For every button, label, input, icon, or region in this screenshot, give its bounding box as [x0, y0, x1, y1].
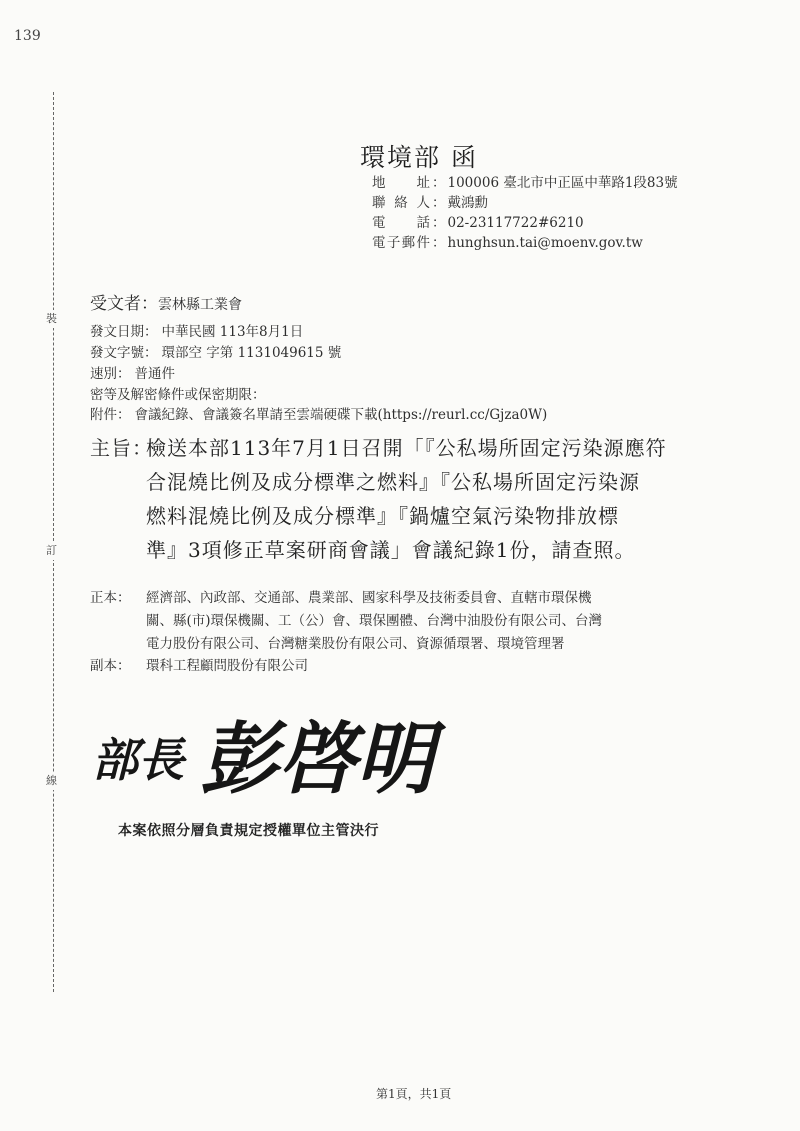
contact-phone-label: 電 話 [372, 215, 430, 231]
urgency-value: 普通件 [134, 366, 175, 382]
recipient-label: 受文者： [90, 294, 158, 314]
page-footer: 第1頁，共1頁 [376, 1087, 452, 1101]
binding-mark-xian: 線 [46, 772, 57, 790]
subject-line: 檢送本部113年7月1日召開「『公私場所固定污染源應符 [146, 436, 667, 460]
attachment-label: 附件： [90, 407, 131, 423]
classification-label: 密等及解密條件或保密期限： [90, 387, 266, 403]
contact-phone-value: 02-23117722#6210 [447, 215, 584, 231]
signature-name: 彭啓明 [200, 714, 435, 805]
contact-address: 地 址 ： 100006 臺北市中正區中華路1段83號 [372, 171, 678, 191]
subject-line: 合混燒比例及成分標準之燃料』『公私場所固定污染源 [146, 470, 640, 494]
primary-recipients-label: 正本： [90, 590, 131, 606]
primary-recipients-line: 經濟部、內政部、交通部、農業部、國家科學及技術委員會、直轄市環保機 [146, 590, 592, 606]
recipient-value: 雲林縣工業會 [158, 297, 242, 313]
minister-signature [92, 696, 452, 806]
contact-email: 電子郵件 ： hunghsun.tai@moenv.gov.tw [372, 231, 643, 251]
contact-phone: 電 話 ： 02-23117722#6210 [372, 211, 584, 231]
classification [90, 383, 270, 403]
copy-recipients-label: 副本： [90, 658, 131, 674]
binding-mark-ding: 訂 [46, 542, 57, 560]
primary-recipients-line: 關、縣(市)環保機關、工（公）會、環保團體、台灣中油股份有限公司、台灣 [146, 613, 603, 629]
copy-recipients-value: 環科工程顧問股份有限公司 [146, 658, 308, 674]
issue-date-label: 發文日期： [90, 324, 158, 340]
contact-person-value: 戴鴻勳 [447, 195, 488, 211]
subject-label: 主旨： [90, 436, 153, 460]
urgency-label: 速別： [90, 366, 131, 382]
attachment-value: 會議紀錄、會議簽名單請至雲端硬碟下載(https://reurl.cc/Gjza0W) [134, 407, 548, 423]
issue-date-value: 中華民國 113年8月1日 [161, 324, 304, 340]
urgency [90, 362, 175, 382]
contact-person-label: 聯 絡 人 [372, 195, 430, 211]
document-title: 環境部 函 [360, 143, 478, 172]
contact-email-value: hunghsun.tai@moenv.gov.tw [447, 235, 643, 251]
binding-mark-zhuang: 裝 [46, 310, 57, 328]
signature-title: 部長 [92, 733, 184, 787]
contact-address-value: 100006 臺北市中正區中華路1段83號 [447, 175, 678, 191]
page-number: 139 [14, 28, 41, 44]
subject-line: 準』3項修正草案研商會議」會議紀錄1份，請查照。 [146, 538, 636, 562]
recipient [90, 289, 242, 314]
issue-date [90, 320, 303, 340]
document-number-value: 環部空 字第 1131049615 號 [161, 345, 342, 361]
contact-address-label: 地 址 [372, 175, 430, 191]
attachment [90, 403, 547, 423]
contact-person: 聯 絡 人 ： 戴鴻勳 [372, 191, 488, 211]
contact-email-label: 電子郵件 [372, 235, 430, 251]
document-number-label: 發文字號： [90, 345, 158, 361]
primary-recipients-line: 電力股份有限公司、台灣糖業股份有限公司、資源循環署、環境管理署 [146, 636, 565, 652]
document-number [90, 341, 341, 361]
delegation-note: 本案依照分層負責規定授權單位主管決行 [118, 823, 379, 839]
subject-line: 燃料混燒比例及成分標準』『鍋爐空氣污染物排放標 [146, 504, 619, 528]
